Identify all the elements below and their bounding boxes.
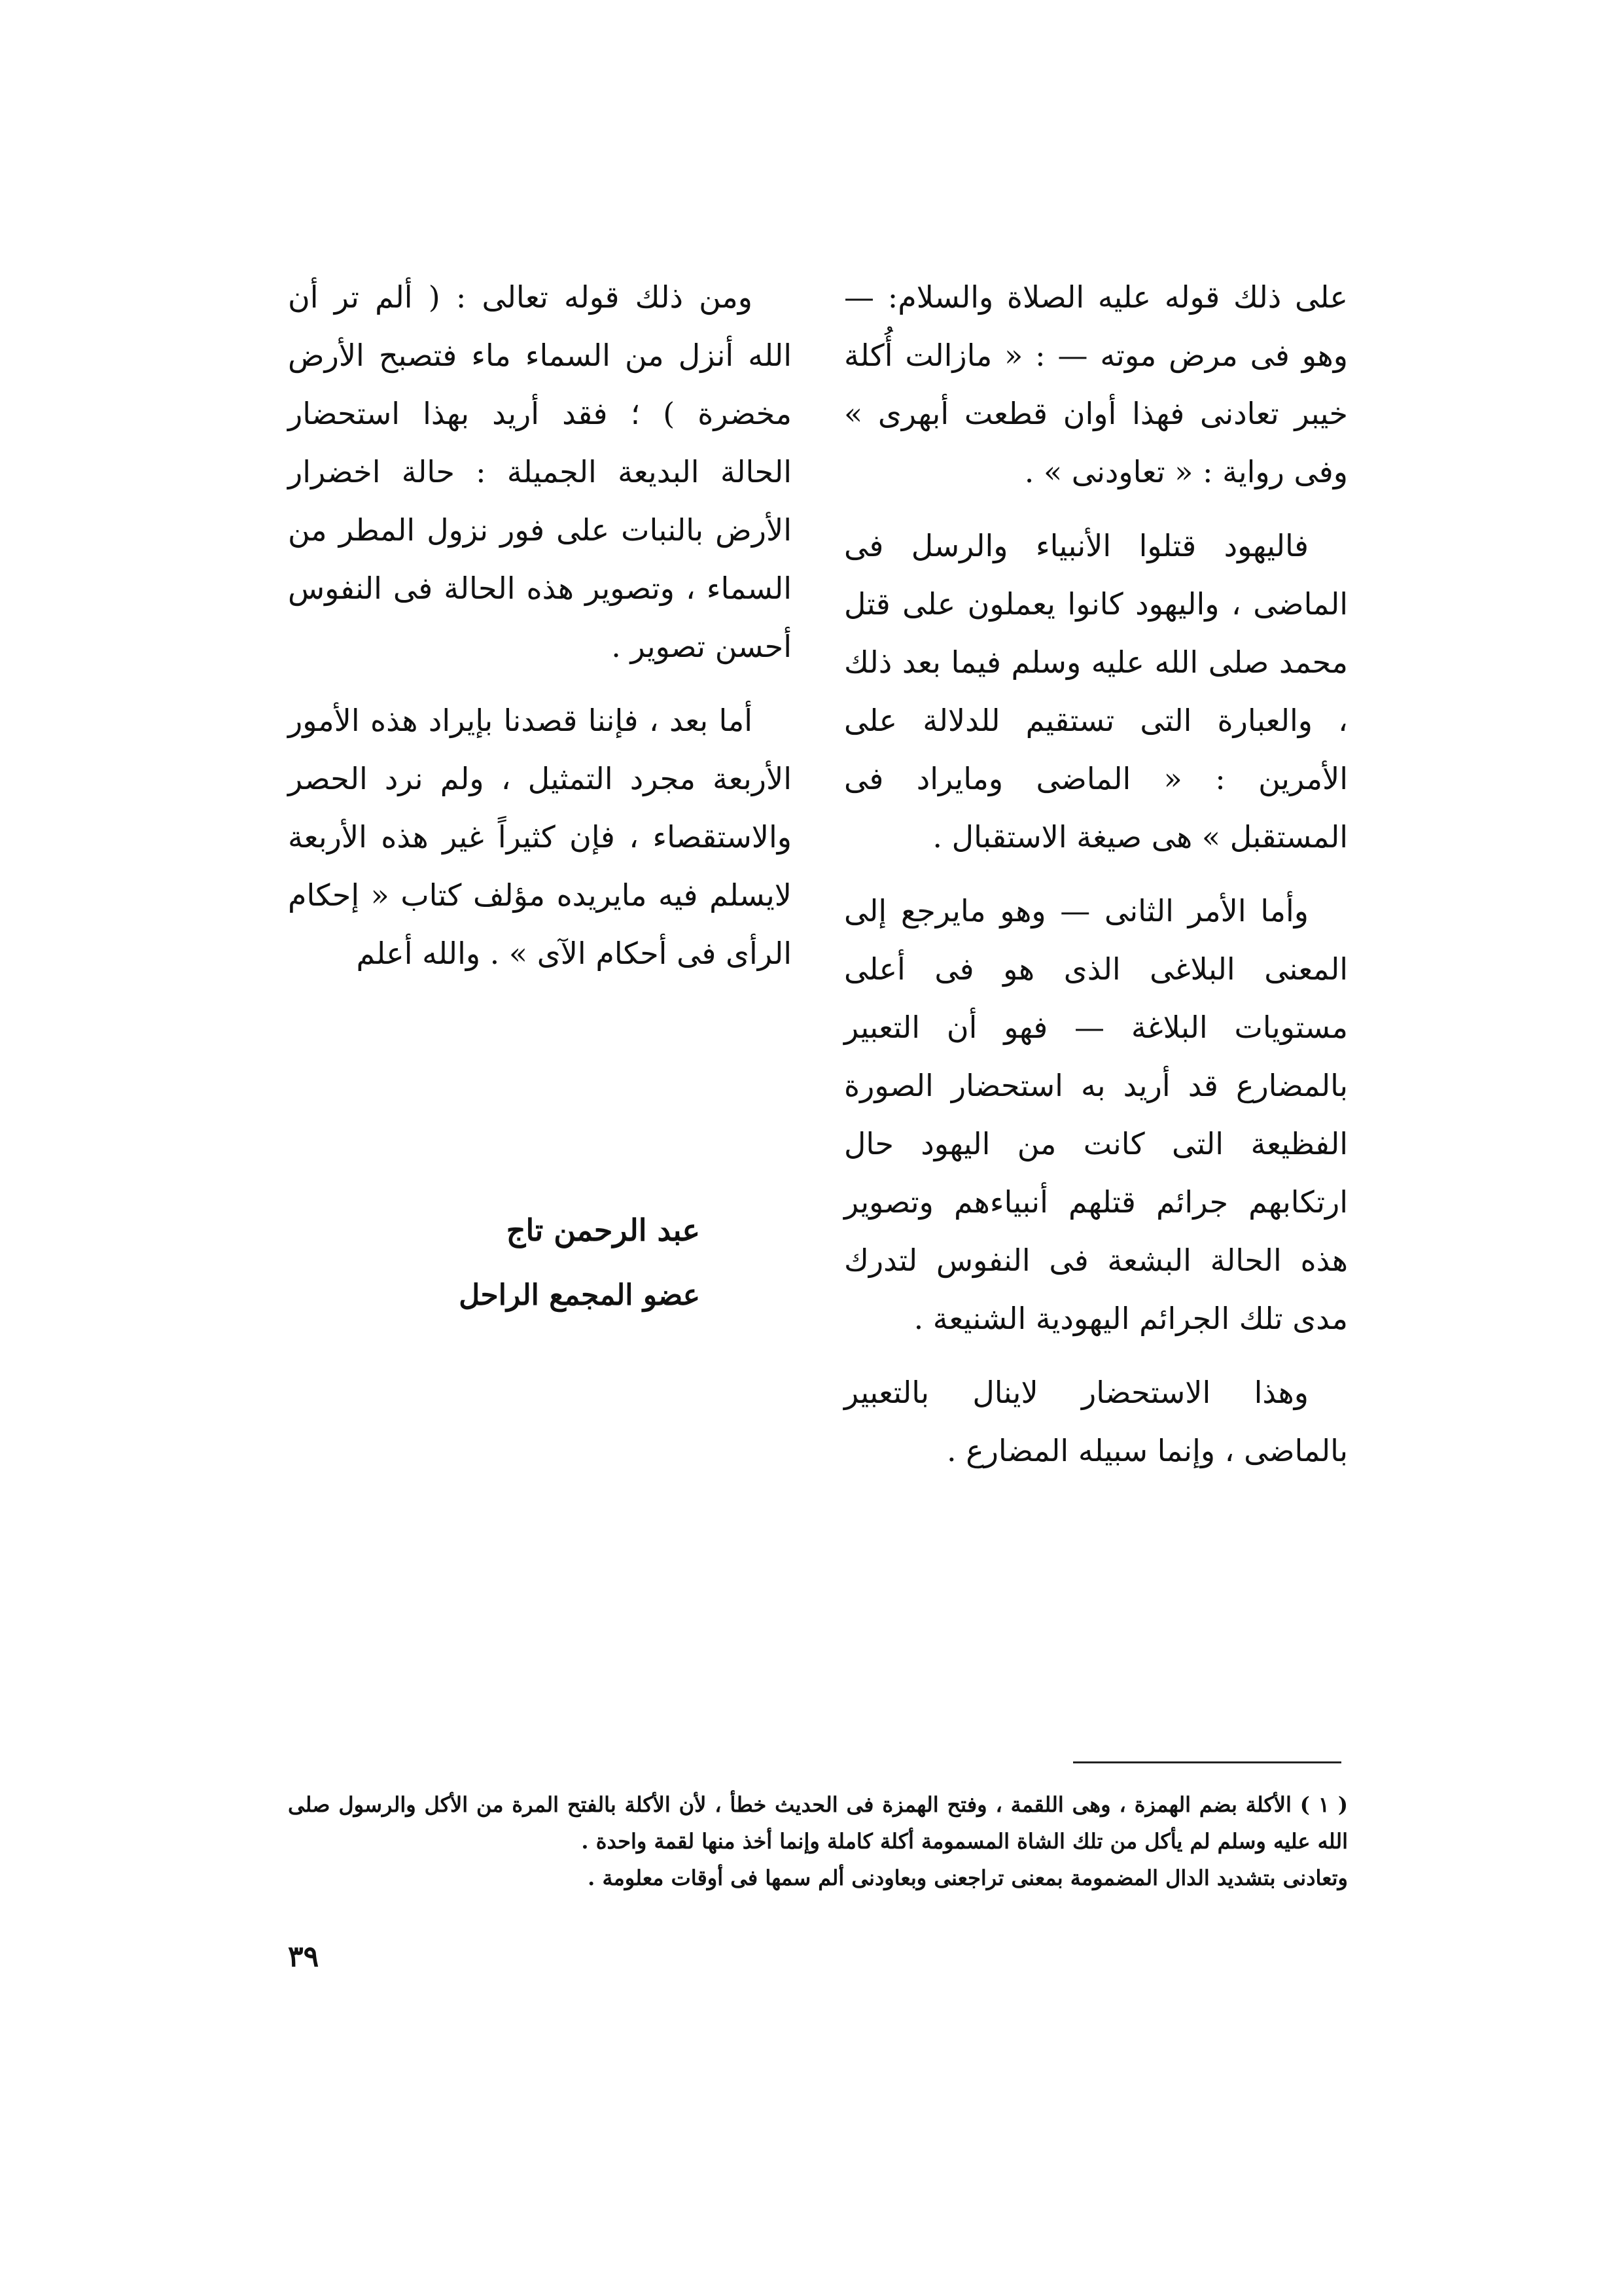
right-paragraph-4: وهذا الاستحضار لاينال بالتعبير بالماضى ، وإنما سبيله المضارع .: [844, 1375, 1348, 1468]
left-paragraph-2: أما بعد ، فإننا قصدنا بإيراد هذه الأمور الأربعة مجرد التمثيل ، ولم نرد الحصر والاستقصاء ، فإن كثيراً غير هذه الأربعة لايسلم فيه مايريده مؤلف كتاب « إحكام الرأى فى أحكام الآى » . والله أعلم: [288, 703, 792, 971]
page-number: ٣٩: [288, 1940, 319, 1973]
right-paragraph-3: وأما الأمر الثانى — وهو مايرجع إلى المعنى البلاغى الذى هو فى أعلى مستويات البلاغة — فهو أن التعبير بالمضارع قد أريد به استحضار الصورة الفظيعة التى كانت من اليهود حال ارتكابهم جرائم قتلهم أنبياءهم وتصوير هذه الحالة البشعة فى النفوس لتدرك مدى تلك الجرائم اليهودية الشنيعة .: [844, 893, 1348, 1336]
left-paragraph-1: ومن ذلك قوله تعالى : ( ألم تر أن الله أنزل من السماء ماء فتصبح الأرض مخضرة ) ؛ فقد أريد بهذا استحضار الحالة البديعة الجميلة : حالة اخضرار الأرض بالنبات على فور نزول المطر من السماء ، وتصوير هذه الحالة فى النفوس أحسن تصوير .: [288, 279, 792, 664]
author-name: عبد الرحمن تاج: [506, 1212, 700, 1248]
footnote-2: وتعادنى بتشديد الدال المضمومة بمعنى تراجعنى وبعاودنى ألم سمها فى أوقات معلومة .: [588, 1865, 1348, 1890]
author-title: عضو المجمع الراحل: [459, 1279, 700, 1312]
footnote-separator: [1073, 1761, 1341, 1763]
footnotes: [288, 1786, 1348, 1896]
right-paragraph-1: على ذلك قوله عليه الصلاة والسلام: — وهو فى مرض موته — : « مازالت أُكلة خيبر تعادنى فهذا أوان قطعت أبهرى » وفى رواية : « تعاودنى » .: [844, 279, 1348, 489]
left-column: [288, 268, 792, 998]
signature-block: [288, 1204, 792, 1322]
footnote-1: ( ١ ) الأكلة بضم الهمزة ، وهى اللقمة ، وفتح الهمزة فى الحديث خطأ ، لأن الأكلة بالفتح المرة من الأكل والرسول صلى الله عليه وسلم لم يأكل من تلك الشاة المسمومة أكلة كاملة وإنما أخذ منها لقمة واحدة .: [288, 1792, 1349, 1854]
right-paragraph-2: فاليهود قتلوا الأنبياء والرسل فى الماضى ، واليهود كانوا يعملون على قتل محمد صلى الله عليه وسلم فيما بعد ذلك ، والعبارة التى تستقيم للدلالة على الأمرين : « الماضى ومايراد فى المستقبل » هى صيغة الاستقبال .: [844, 528, 1348, 855]
right-column: [844, 268, 1348, 1496]
